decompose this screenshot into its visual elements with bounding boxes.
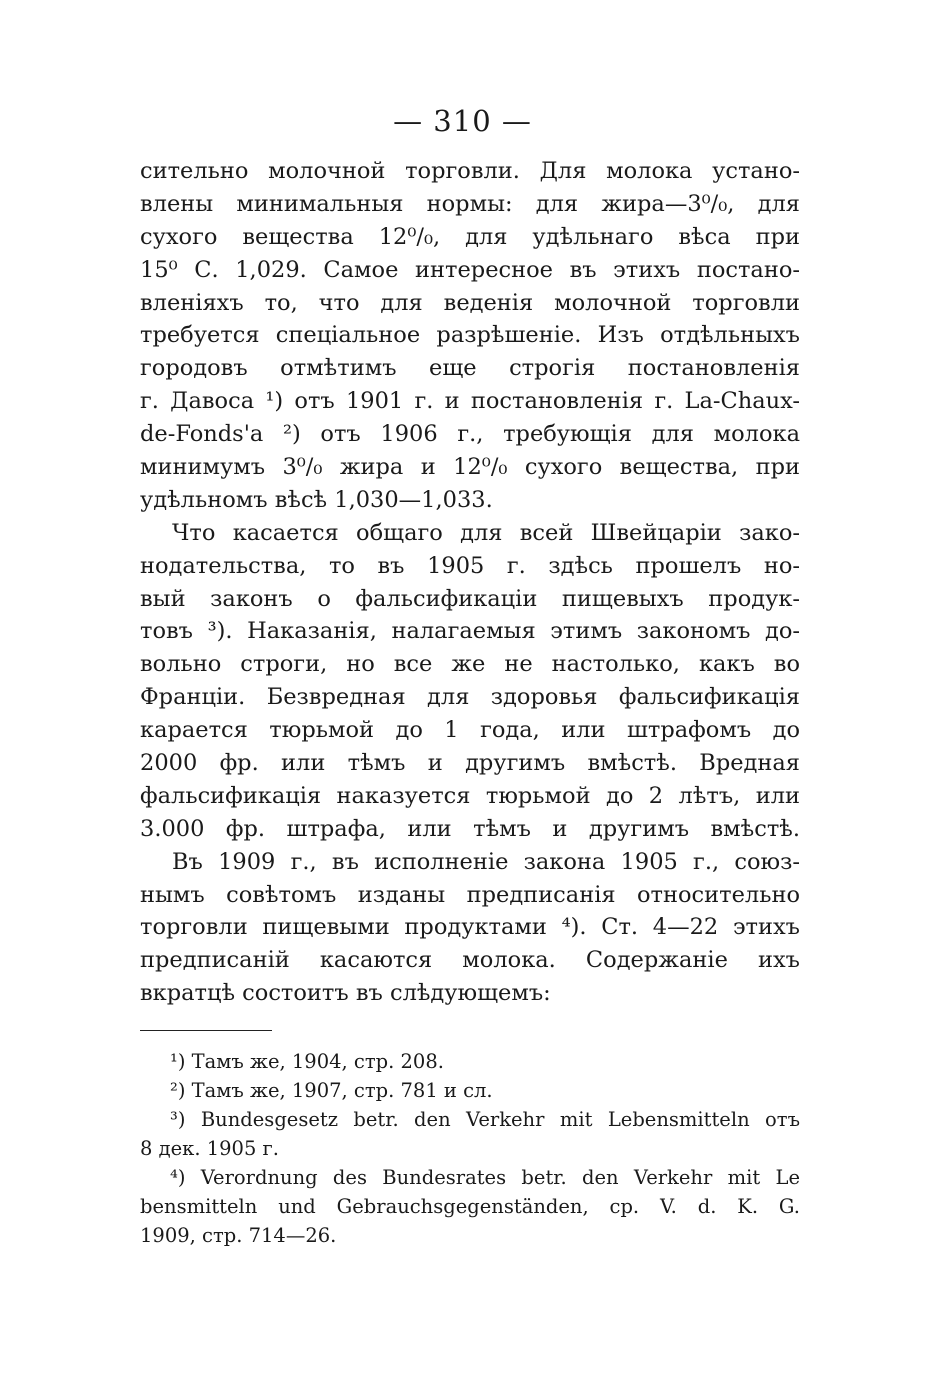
footnote-1 (140, 1047, 800, 1076)
text-line: вольно строги, но все же не настолько, какъ во (140, 651, 800, 678)
text-line: фальсификація наказуется тюрьмой до 2 лѣтъ, или (140, 782, 800, 809)
text-line: предписаній касаются молока. Содержаніе ихъ (140, 947, 800, 974)
footnote-line: ⁴) Verordnung des Bundesrates betr. den Verkehr mit Le (170, 1166, 800, 1189)
footnote-3 (140, 1105, 800, 1163)
text-line: торговли пищевыми продуктами ⁴). Ст. 4—22 этихъ (140, 914, 800, 941)
footnote-line: bensmitteln und Gebrauchsgegenständen, ср. V. d. K. G. (140, 1195, 800, 1218)
text-line: требуется спеціальное разрѣшеніе. Изъ отдѣльныхъ (140, 322, 800, 349)
body-text (140, 155, 800, 1010)
paragraph-3 (140, 846, 800, 1010)
text-line: 2000 фр. или тѣмъ и другимъ вмѣстѣ. Вредная (140, 750, 800, 777)
text-line: нымъ совѣтомъ изданы предписанія относительно (140, 881, 800, 908)
text-line: карается тюрьмой до 1 года, или штрафомъ до (140, 717, 800, 744)
text-line: de-Fonds'a ²) отъ 1906 г., требующія для молока (140, 421, 800, 448)
paragraph-1 (140, 155, 800, 517)
text-line: товъ ³). Наказанія, налагаемыя этимъ закономъ до- (140, 618, 800, 645)
footnote-line: 8 дек. 1905 г. (140, 1137, 279, 1160)
text-line: 3.000 фр. штрафа, или тѣмъ и другимъ вмѣстѣ. (140, 815, 800, 842)
text-line: минимумъ 3⁰/₀ жира и 12⁰/₀ сухого вещества, при (140, 454, 800, 481)
paragraph-2 (140, 517, 800, 846)
text-line: влены минимальныя нормы: для жира—3⁰/₀, для (140, 190, 800, 217)
text-line: сительно молочной торговли. Для молока устано- (140, 158, 800, 184)
text-line: 15⁰ С. 1,029. Самое интересное въ этихъ постано- (140, 256, 800, 283)
footnotes (140, 1047, 800, 1250)
text-line: г. Давоса ¹) отъ 1901 г. и постановленія г. La-Chaux- (140, 388, 800, 415)
footnote-2 (140, 1076, 800, 1105)
footnote-line: ²) Тамъ же, 1907, стр. 781 и сл. (170, 1079, 493, 1102)
text-line: нодательства, то въ 1905 г. здѣсь прошелъ но- (140, 552, 800, 579)
footnote-4 (140, 1163, 800, 1250)
text-line: Въ 1909 г., въ исполненіе закона 1905 г., союз- (172, 848, 800, 875)
text-line: вкратцѣ состоитъ въ слѣдующемъ: (140, 980, 551, 1007)
footnote-separator (140, 1030, 272, 1031)
text-line: Франціи. Безвредная для здоровья фальсификація (140, 684, 800, 711)
page-number: — 310 — (393, 104, 532, 138)
text-line: вый законъ о фальсификаціи пищевыхъ продук- (140, 585, 800, 612)
footnote-line: ¹) Тамъ же, 1904, стр. 208. (170, 1050, 444, 1073)
text-line: удѣльномъ вѣсѣ 1,030—1,033. (140, 486, 493, 513)
footnote-line: 1909, стр. 714—26. (140, 1224, 337, 1247)
text-line: Что касается общаго для всей Швейцаріи зако- (172, 519, 800, 546)
text-line: вленіяхъ то, что для веденія молочной торговли (140, 289, 800, 316)
footnote-line: ³) Bundesgesetz betr. den Verkehr mit Lebensmitteln отъ (170, 1108, 800, 1131)
text-line: городовъ отмѣтимъ еще строгія постановленія (140, 355, 800, 382)
text-line: сухого вещества 12⁰/₀, для удѣльнаго вѣса при (140, 223, 800, 250)
